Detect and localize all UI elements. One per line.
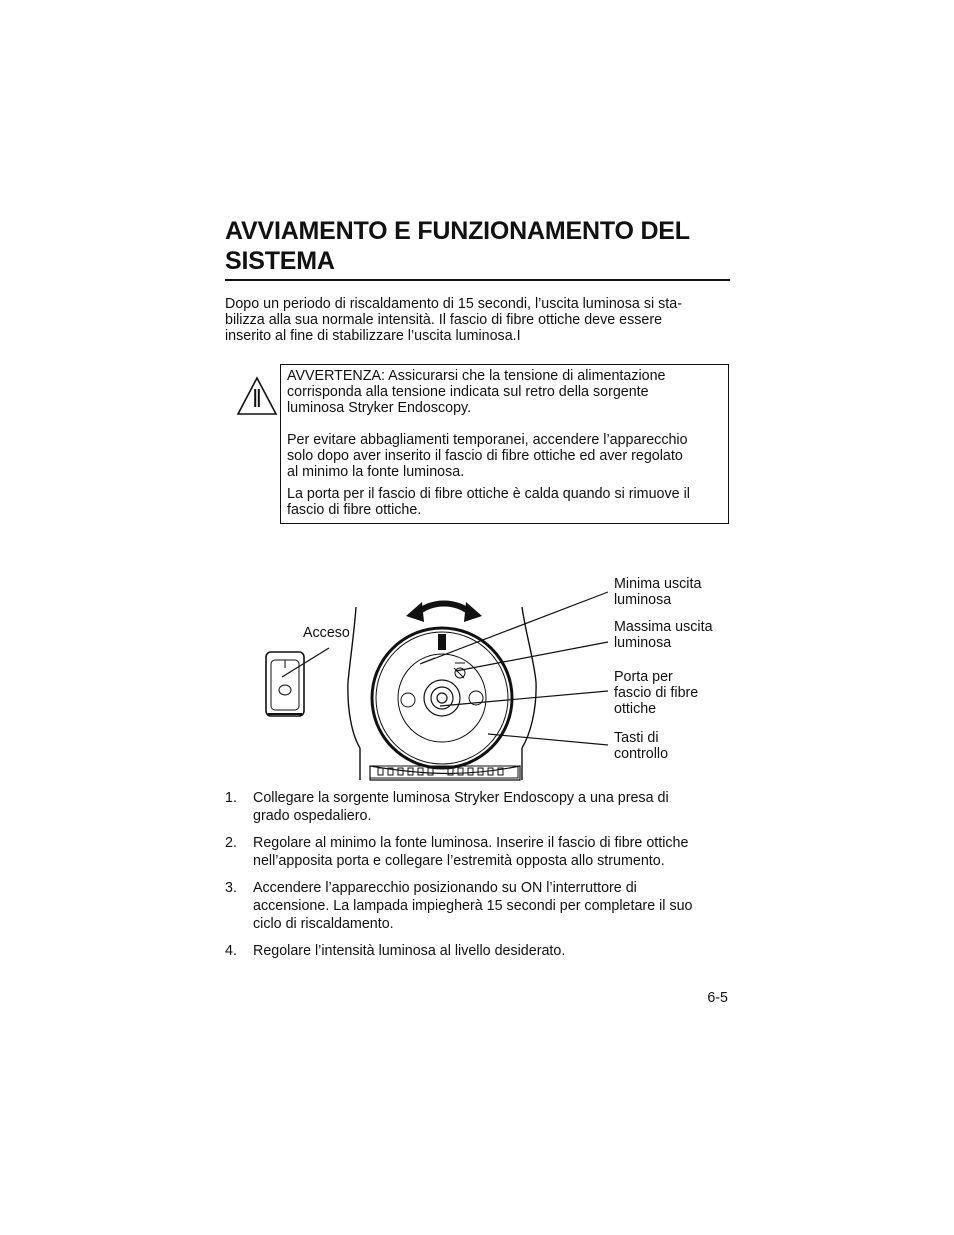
title-line-1: AVVIAMENTO E FUNZIONAMENTO DEL (225, 217, 690, 245)
list-item (225, 789, 730, 825)
step-1-line-2: grado ospedaliero. (253, 808, 372, 824)
warning-p3-line-1: La porta per il fascio di fibre ottiche è calda quando si rimuove il (287, 486, 690, 502)
warning-p1-line-2: corrisponda alla tensione indicata sul retro della sorgente (287, 384, 649, 400)
warning-paragraph-1 (287, 368, 722, 416)
label-acceso: Acceso (303, 625, 350, 641)
warning-p1-line-3: luminosa Stryker Endoscopy. (287, 400, 472, 416)
label-massima-uscita (614, 619, 713, 651)
label-minima-uscita (614, 576, 701, 608)
step-4-line-1: Regolare l’intensità luminosa al livello desiderato. (253, 943, 566, 959)
warning-box (280, 364, 729, 524)
label-porta-fibre (614, 669, 698, 717)
intro-line-3: inserito al fine di stabilizzare l’uscita luminosa.I (225, 328, 521, 344)
step-2-line-1: Regolare al minimo la fonte luminosa. Inserire il fascio di fibre ottiche (253, 835, 689, 851)
step-1-line-1: Collegare la sorgente luminosa Stryker Endoscopy a una presa di (253, 790, 669, 806)
warning-p2-line-2: solo dopo aver inserito il fascio di fibre ottiche ed aver regolato (287, 448, 683, 464)
step-number: 1. (225, 790, 237, 806)
label-minima-line-2: luminosa (614, 592, 672, 608)
step-number: 2. (225, 835, 237, 851)
step-number: 4. (225, 943, 237, 959)
control-panel-figure (230, 570, 730, 790)
step-3-line-3: ciclo di riscaldamento. (253, 916, 394, 932)
switch-on-mark: I (283, 659, 287, 671)
label-tasti-controllo (614, 730, 668, 762)
step-3-line-1: Accendere l’apparecchio posizionando su ON l’interruttore di (253, 880, 637, 896)
warning-p1-line-1: AVVERTENZA: Assicurarsi che la tensione di alimentazione (287, 368, 666, 384)
intensity-dial (372, 628, 512, 768)
warning-paragraph-3 (287, 486, 722, 518)
warning-p2-line-3: al minimo la fonte luminosa. (287, 464, 465, 480)
intro-line-1: Dopo un periodo di riscaldamento di 15 secondi, l’uscita luminosa si sta- (225, 296, 682, 312)
step-number: 3. (225, 880, 237, 896)
warning-p3-line-2: fascio di fibre ottiche. (287, 502, 422, 518)
list-item (225, 942, 730, 960)
label-porta-line-3: ottiche (614, 701, 657, 717)
warning-p2-line-1: Per evitare abbagliamenti temporanei, accendere l’apparecchio (287, 432, 688, 448)
title-line-2: SISTEMA (225, 247, 335, 275)
title-rule (225, 279, 730, 281)
page-number: 6-5 (707, 990, 728, 1006)
label-tasti-line-1: Tasti di (614, 730, 659, 746)
list-item (225, 879, 730, 933)
step-3-line-2: accensione. La lampada impiegherà 15 secondi per completare il suo (253, 898, 693, 914)
warning-paragraph-2 (287, 432, 722, 480)
label-minima-line-1: Minima uscita (614, 576, 702, 592)
power-switch-icon (266, 652, 304, 716)
step-2-line-2: nell’apposita porta e collegare l’estremità opposta allo strumento. (253, 853, 665, 869)
intro-line-2: bilizza alla sua normale intensità. Il fascio di fibre ottiche deve essere (225, 312, 663, 328)
rotation-arrow-icon (406, 602, 482, 622)
label-tasti-line-2: controllo (614, 746, 669, 762)
label-massima-line-1: Massima uscita (614, 619, 713, 635)
list-item (225, 834, 730, 870)
page-title (225, 216, 730, 276)
label-porta-line-2: fascio di fibre (614, 685, 699, 701)
intro-paragraph (225, 296, 730, 344)
label-massima-line-2: luminosa (614, 635, 672, 651)
label-porta-line-1: Porta per (614, 669, 673, 685)
exclamation-triangle-icon (236, 376, 278, 416)
procedure-steps (225, 789, 730, 969)
